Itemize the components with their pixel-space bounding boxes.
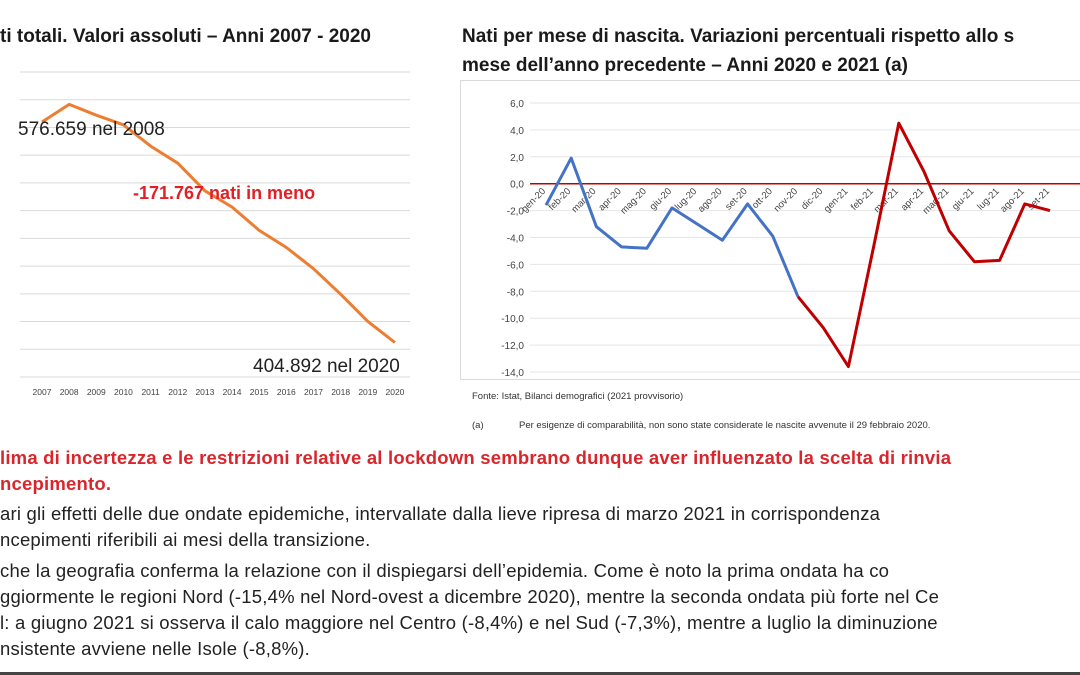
body-line-1: ari gli effetti delle due ondate epidemiche, intervallate dalla lieve ripresa di marzo 2021 in corrispondenza xyxy=(0,503,881,524)
body-line-3: che la geografia conferma la relazione con il dispiegarsi dell’epidemia. Come è noto la prima ondata ha co xyxy=(0,560,890,581)
right-x-tick-label: mar-20 xyxy=(569,186,599,216)
left-x-tick-label: 2015 xyxy=(249,387,269,397)
right-x-tick-label: apr-21 xyxy=(898,186,927,214)
right-y-tick-label: -6,0 xyxy=(506,260,524,272)
right-x-tick-label: ago-20 xyxy=(695,186,725,215)
annotation-difference: -171.767 nati in meno xyxy=(133,183,316,203)
left-x-axis-ticks xyxy=(33,387,405,397)
right-x-tick-label: lug-20 xyxy=(672,186,700,213)
right-x-tick-label: mag-20 xyxy=(618,186,649,217)
right-series-lines xyxy=(546,123,1053,366)
right-y-tick-label: -2,0 xyxy=(506,206,524,218)
right-x-tick-label: giu-20 xyxy=(647,186,675,213)
annotation-start: 576.659 nel 2008 xyxy=(18,119,165,140)
right-x-tick-label: set-21 xyxy=(1025,186,1053,213)
left-chart-title: ti totali. Valori assoluti – Anni 2007 - 2020 xyxy=(0,26,371,47)
right-y-tick-label: -14,0 xyxy=(501,368,524,379)
right-x-tick-label: nov-20 xyxy=(771,186,801,215)
left-x-tick-label: 2013 xyxy=(195,387,215,397)
right-x-tick-label: giu-21 xyxy=(950,186,977,213)
left-births-line xyxy=(42,104,395,342)
footnote-text: Per esigenze di comparabilità, non sono state considerate le nascite avvenute il 29 febbraio 2020. xyxy=(519,420,931,431)
right-variation-chart xyxy=(460,80,1080,380)
right-y-tick-label: -12,0 xyxy=(501,341,524,353)
right-y-tick-label: 0,0 xyxy=(510,179,524,191)
right-gridlines xyxy=(530,103,1080,372)
right-series-line xyxy=(798,123,1053,366)
left-x-tick-label: 2012 xyxy=(168,387,188,397)
right-x-tick-label: set-20 xyxy=(723,186,750,213)
right-x-axis-ticks xyxy=(519,186,1052,217)
annotation-end: 404.892 nel 2020 xyxy=(253,356,400,377)
body-line-2: ncepimenti riferibili ai mesi della transizione. xyxy=(0,529,371,550)
left-x-tick-label: 2009 xyxy=(86,387,106,397)
right-chart-frame xyxy=(461,81,1080,380)
right-y-tick-label: 6,0 xyxy=(510,99,524,110)
right-x-tick-label: dic-20 xyxy=(799,186,826,213)
footnote-label: (a) xyxy=(472,420,484,431)
left-x-tick-label: 2010 xyxy=(113,387,133,397)
left-x-tick-label: 2019 xyxy=(358,387,378,397)
right-chart-title-line1: Nati per mese di nascita. Variazioni percentuali rispetto allo s xyxy=(462,26,1015,47)
left-x-tick-label: 2016 xyxy=(276,387,296,397)
right-y-tick-label: 4,0 xyxy=(510,125,524,137)
left-x-tick-label: 2017 xyxy=(304,387,323,397)
right-y-tick-label: -4,0 xyxy=(506,233,524,245)
body-line-4: ggiormente le regioni Nord (-15,4% nel Nord-ovest a dicembre 2020), mentre la seconda ondata più forte nel Ce xyxy=(0,586,940,607)
left-x-tick-label: 2008 xyxy=(59,387,79,397)
right-x-tick-label: gen-21 xyxy=(821,186,851,215)
right-x-tick-label: mar-21 xyxy=(871,186,901,216)
right-y-axis-ticks xyxy=(501,99,524,379)
source-note: Fonte: Istat, Bilanci demografici (2021 provvisorio) xyxy=(472,391,684,402)
right-chart-title-line2: mese dell’anno precedente – Anni 2020 e 2021 (a) xyxy=(462,55,908,76)
right-x-tick-label: ott-20 xyxy=(749,186,775,212)
body-line-5: l: a giugno 2021 si osserva il calo maggiore nel Centro (-8,4%) e nel Sud (-7,3%), mentre a luglio la diminuzione xyxy=(0,612,938,633)
right-x-tick-label: mag-21 xyxy=(920,186,952,217)
left-gridlines xyxy=(20,72,410,377)
left-x-tick-label: 2018 xyxy=(331,387,351,397)
right-x-tick-label: feb-21 xyxy=(848,186,876,213)
right-x-tick-label: ago-21 xyxy=(998,186,1027,215)
right-x-tick-label: lug-21 xyxy=(975,186,1002,213)
left-x-tick-label: 2014 xyxy=(222,387,242,397)
right-y-tick-label: -10,0 xyxy=(501,314,524,326)
left-births-chart xyxy=(0,55,440,405)
right-y-tick-label: 2,0 xyxy=(510,152,524,164)
right-series-line xyxy=(546,158,801,297)
highlight-line-2: ncepimento. xyxy=(0,473,112,494)
body-line-6: nsistente avviene nelle Isole (-8,8%). xyxy=(0,638,310,659)
left-x-tick-label: 2011 xyxy=(141,387,160,397)
left-x-tick-label: 2007 xyxy=(32,387,52,397)
highlight-line-1: lima di incertezza e le restrizioni relative al lockdown sembrano dunque aver influenzato la scelta di rinvia xyxy=(0,447,952,468)
right-x-tick-label: gen-20 xyxy=(519,186,549,215)
left-x-tick-label: 2020 xyxy=(385,387,405,397)
right-x-tick-label: apr-20 xyxy=(596,186,624,214)
right-y-tick-label: -8,0 xyxy=(506,287,524,299)
right-x-tick-label: feb-20 xyxy=(546,186,574,213)
